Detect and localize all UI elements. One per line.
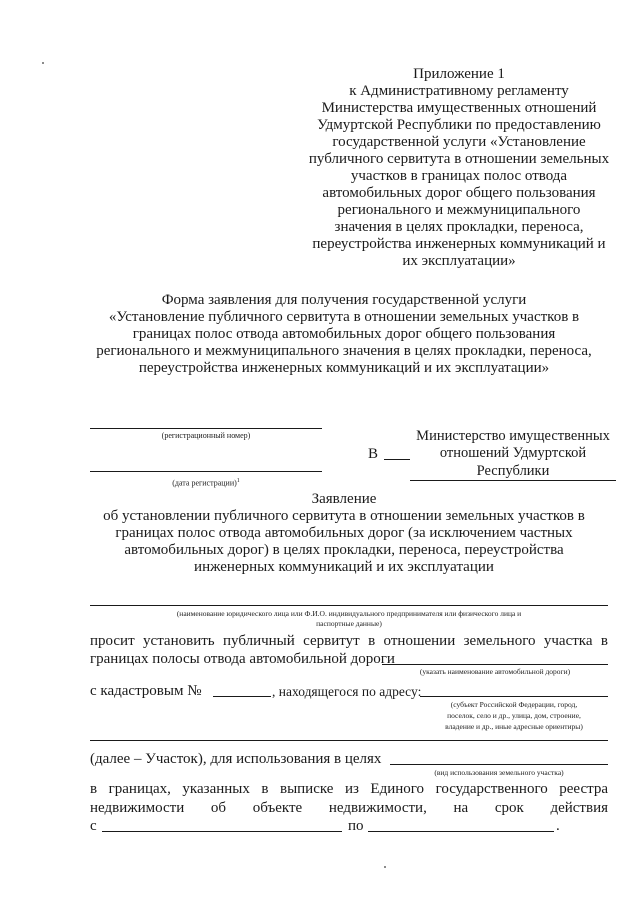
applicant-caption-line-2: паспортные данные) — [316, 619, 382, 628]
form-title-line: «Установление публичного сервитута в отношении земельных участков в — [108, 309, 580, 325]
appendix-line: регионального и межмуниципального — [337, 202, 581, 218]
address-field[interactable] — [420, 696, 608, 697]
scan-dot — [384, 866, 386, 868]
appendix-line: к Административному регламенту — [349, 83, 569, 99]
form-title-line: Форма заявления для получения государственной услуги — [161, 292, 527, 308]
form-title — [70, 292, 618, 377]
cadastral-suffix: , находящегося по адресу: — [272, 684, 422, 699]
appendix-line: государственной услуги «Установление — [332, 134, 586, 150]
request-line-1: просит установить публичный сервитут в отношении земельного участка в — [90, 633, 608, 649]
statement-line: границах полос отвода автомобильных дорог (за исключением частных — [115, 525, 573, 541]
period-end-mark: . — [556, 818, 560, 834]
footnote-mark: 1 — [236, 478, 240, 484]
appendix-line: автомобильных дорог общего пользования — [322, 185, 596, 201]
scan-dot — [42, 62, 44, 64]
form-title-line: границах полос отвода автомобильных дорог общего пользования — [132, 326, 556, 342]
address-caption-line-3: владение и др., иные адресные ориентиры) — [445, 722, 583, 731]
cadastral-number-field[interactable] — [213, 696, 271, 697]
statement-block — [70, 491, 618, 576]
road-name-caption: (указать наименование автомобильной дороги) — [419, 667, 571, 676]
registration-number-caption: (регистрационный номер) — [161, 431, 251, 440]
form-title-line: переустройства инженерных коммуникаций и их эксплуатации» — [138, 360, 550, 376]
registration-number-field[interactable] — [90, 428, 322, 429]
purpose-field[interactable] — [390, 764, 608, 765]
statement-heading: Заявление — [311, 491, 377, 507]
statement-line: инженерных коммуникаций и их эксплуатации — [194, 559, 494, 575]
form-title-line: регионального и межмуниципального значения в целях прокладки, переноса, — [96, 343, 592, 359]
appendix-header — [300, 66, 618, 270]
period-from-field[interactable] — [102, 831, 342, 832]
registration-date-caption-wrap — [90, 476, 322, 489]
request-line-2: границах полосы отвода автомобильной дороги — [90, 651, 395, 667]
address-continuation-field[interactable] — [90, 740, 608, 741]
purpose-caption: (вид использования земельного участка) — [434, 768, 564, 777]
statement-line: об установлении публичного сервитута в отношении земельных участков в — [103, 508, 585, 524]
bounds-line-2: недвижимости об объекте недвижимости, на срок действия — [90, 800, 608, 816]
recipient-line-1: Министерство имущественных — [416, 428, 610, 444]
purpose-prefix: (далее – Участок), для использования в целях — [90, 751, 382, 767]
applicant-field[interactable] — [90, 605, 608, 606]
registration-date-caption: (дата регистрации) — [172, 478, 237, 488]
recipient-prefix: В — [368, 446, 379, 462]
appendix-line: значения в целях прокладки, переноса, — [334, 219, 584, 235]
registration-date-field[interactable] — [90, 471, 322, 472]
recipient-line-2: отношений Удмуртской Республики — [410, 445, 616, 481]
appendix-line: их эксплуатации» — [402, 253, 516, 269]
period-to-field[interactable] — [368, 831, 554, 832]
appendix-line: Министерства имущественных отношений — [321, 100, 597, 116]
address-caption-line-1: (субъект Российской Федерации, город, — [450, 700, 578, 709]
applicant-caption-line-1: (наименование юридического лица или Ф.И.О. индивидуального предпринимателя или физического лица и — [176, 609, 522, 618]
appendix-line: публичного сервитута в отношении земельных — [308, 151, 610, 167]
bounds-line-1: в границах, указанных в выписке из Единого государственного реестра — [90, 781, 608, 797]
appendix-line: Удмуртской Республики по предоставлению — [317, 117, 601, 133]
road-name-field[interactable] — [382, 664, 608, 665]
appendix-line: переустройства инженерных коммуникаций и — [312, 236, 606, 252]
recipient-blank — [384, 459, 410, 460]
appendix-line: Приложение 1 — [413, 66, 505, 82]
period-to-prefix: по — [348, 818, 364, 834]
cadastral-prefix: с кадастровым № — [90, 683, 202, 699]
statement-line: автомобильных дорог) в целях прокладки, переноса, переустройства — [124, 542, 564, 558]
appendix-line: участков в границах полос отвода — [350, 168, 568, 184]
address-caption-line-2: поселок, село и др., улица, дом, строение, — [447, 711, 581, 720]
period-from-prefix: с — [90, 818, 97, 834]
